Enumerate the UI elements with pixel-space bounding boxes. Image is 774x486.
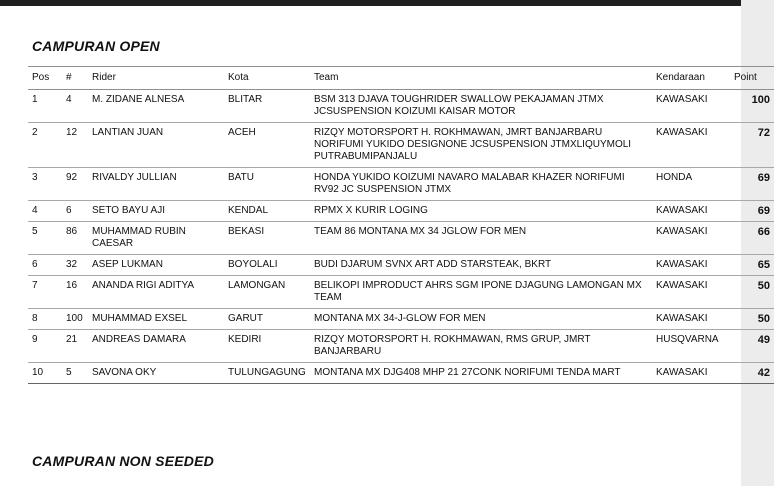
cell-number: 86 bbox=[62, 222, 88, 255]
cell-pos: 1 bbox=[28, 90, 62, 123]
cell-point: 65 bbox=[730, 255, 774, 276]
cell-kota: BEKASI bbox=[224, 222, 310, 255]
cell-team: RIZQY MOTORSPORT H. ROKHMAWAN, RMS GRUP, JMRT BANJARBARU bbox=[310, 330, 652, 363]
cell-point: 50 bbox=[730, 309, 774, 330]
cell-point: 69 bbox=[730, 168, 774, 201]
table-row bbox=[28, 363, 774, 384]
cell-kota: KEDIRI bbox=[224, 330, 310, 363]
cell-number: 21 bbox=[62, 330, 88, 363]
cell-rider: LANTIAN JUAN bbox=[88, 123, 224, 168]
cell-number: 16 bbox=[62, 276, 88, 309]
cell-point: 69 bbox=[730, 201, 774, 222]
cell-kendaraan: KAWASAKI bbox=[652, 255, 730, 276]
cell-team: RPMX X KURIR LOGING bbox=[310, 201, 652, 222]
cell-team: HONDA YUKIDO KOIZUMI NAVARO MALABAR KHAZER NORIFUMI RV92 JC SUSPENSION JTMX bbox=[310, 168, 652, 201]
cell-rider: M. ZIDANE ALNESA bbox=[88, 90, 224, 123]
cell-kendaraan: KAWASAKI bbox=[652, 90, 730, 123]
cell-kendaraan: HONDA bbox=[652, 168, 730, 201]
header-rider: Rider bbox=[88, 67, 224, 90]
results-table bbox=[28, 66, 774, 384]
cell-pos: 5 bbox=[28, 222, 62, 255]
cell-number: 4 bbox=[62, 90, 88, 123]
cell-team: BELIKOPI IMPRODUCT AHRS SGM IPONE DJAGUNG LAMONGAN MX TEAM bbox=[310, 276, 652, 309]
cell-kota: ACEH bbox=[224, 123, 310, 168]
cell-point: 72 bbox=[730, 123, 774, 168]
cell-kendaraan: KAWASAKI bbox=[652, 201, 730, 222]
cell-kendaraan: KAWASAKI bbox=[652, 222, 730, 255]
cell-kota: GARUT bbox=[224, 309, 310, 330]
cell-pos: 4 bbox=[28, 201, 62, 222]
cell-kota: LAMONGAN bbox=[224, 276, 310, 309]
table-row bbox=[28, 123, 774, 168]
cell-kendaraan: HUSQVARNA bbox=[652, 330, 730, 363]
cell-rider: ANDREAS DAMARA bbox=[88, 330, 224, 363]
cell-kota: BLITAR bbox=[224, 90, 310, 123]
cell-point: 50 bbox=[730, 276, 774, 309]
cell-kota: KENDAL bbox=[224, 201, 310, 222]
cell-number: 6 bbox=[62, 201, 88, 222]
cell-rider: MUHAMMAD RUBIN CAESAR bbox=[88, 222, 224, 255]
cell-rider: SAVONA OKY bbox=[88, 363, 224, 384]
cell-kendaraan: KAWASAKI bbox=[652, 276, 730, 309]
table-row bbox=[28, 330, 774, 363]
cell-kendaraan: KAWASAKI bbox=[652, 123, 730, 168]
header-pos: Pos bbox=[28, 67, 62, 90]
cell-point: 49 bbox=[730, 330, 774, 363]
table-row bbox=[28, 309, 774, 330]
cell-team: MONTANA MX 34-J-GLOW FOR MEN bbox=[310, 309, 652, 330]
cell-rider: SETO BAYU AJI bbox=[88, 201, 224, 222]
cell-number: 100 bbox=[62, 309, 88, 330]
header-point: Point bbox=[730, 67, 774, 90]
header-number: # bbox=[62, 67, 88, 90]
table-row bbox=[28, 201, 774, 222]
cell-rider: ANANDA RIGI ADITYA bbox=[88, 276, 224, 309]
cell-team: MONTANA MX DJG408 MHP 21 27CONK NORIFUMI TENDA MART bbox=[310, 363, 652, 384]
table-row bbox=[28, 168, 774, 201]
cell-pos: 2 bbox=[28, 123, 62, 168]
cell-pos: 9 bbox=[28, 330, 62, 363]
cell-pos: 10 bbox=[28, 363, 62, 384]
cell-kota: BOYOLALI bbox=[224, 255, 310, 276]
cell-team: RIZQY MOTORSPORT H. ROKHMAWAN, JMRT BANJARBARU NORIFUMI YUKIDO DESIGNONE JCSUSPENSION JTMXLIQUYMOLI PUTRABUMIPANJALU bbox=[310, 123, 652, 168]
header-kota: Kota bbox=[224, 67, 310, 90]
section-title-campuran-open: CAMPURAN OPEN bbox=[32, 38, 160, 54]
cell-pos: 7 bbox=[28, 276, 62, 309]
cell-pos: 3 bbox=[28, 168, 62, 201]
cell-team: BSM 313 DJAVA TOUGHRIDER SWALLOW PEKAJAMAN JTMX JCSUSPENSION KOIZUMI KAISAR MOTOR bbox=[310, 90, 652, 123]
cell-pos: 8 bbox=[28, 309, 62, 330]
cell-number: 5 bbox=[62, 363, 88, 384]
cell-rider: ASEP LUKMAN bbox=[88, 255, 224, 276]
cell-number: 92 bbox=[62, 168, 88, 201]
cell-number: 12 bbox=[62, 123, 88, 168]
cell-team: TEAM 86 MONTANA MX 34 JGLOW FOR MEN bbox=[310, 222, 652, 255]
cell-number: 32 bbox=[62, 255, 88, 276]
table-row bbox=[28, 255, 774, 276]
cell-point: 66 bbox=[730, 222, 774, 255]
cell-kota: TULUNGAGUNG bbox=[224, 363, 310, 384]
cell-rider: RIVALDY JULLIAN bbox=[88, 168, 224, 201]
cell-kendaraan: KAWASAKI bbox=[652, 363, 730, 384]
cell-kota: BATU bbox=[224, 168, 310, 201]
table-row bbox=[28, 222, 774, 255]
cell-team: BUDI DJARUM SVNX ART ADD STARSTEAK, BKRT bbox=[310, 255, 652, 276]
table-row bbox=[28, 276, 774, 309]
header-team: Team bbox=[310, 67, 652, 90]
table-row bbox=[28, 90, 774, 123]
cell-point: 100 bbox=[730, 90, 774, 123]
header-kendaraan: Kendaraan bbox=[652, 67, 730, 90]
cell-pos: 6 bbox=[28, 255, 62, 276]
cell-point: 42 bbox=[730, 363, 774, 384]
section-title-campuran-non-seeded: CAMPURAN NON SEEDED bbox=[32, 453, 214, 469]
cell-rider: MUHAMMAD EXSEL bbox=[88, 309, 224, 330]
table-header-row bbox=[28, 67, 774, 90]
cell-kendaraan: KAWASAKI bbox=[652, 309, 730, 330]
